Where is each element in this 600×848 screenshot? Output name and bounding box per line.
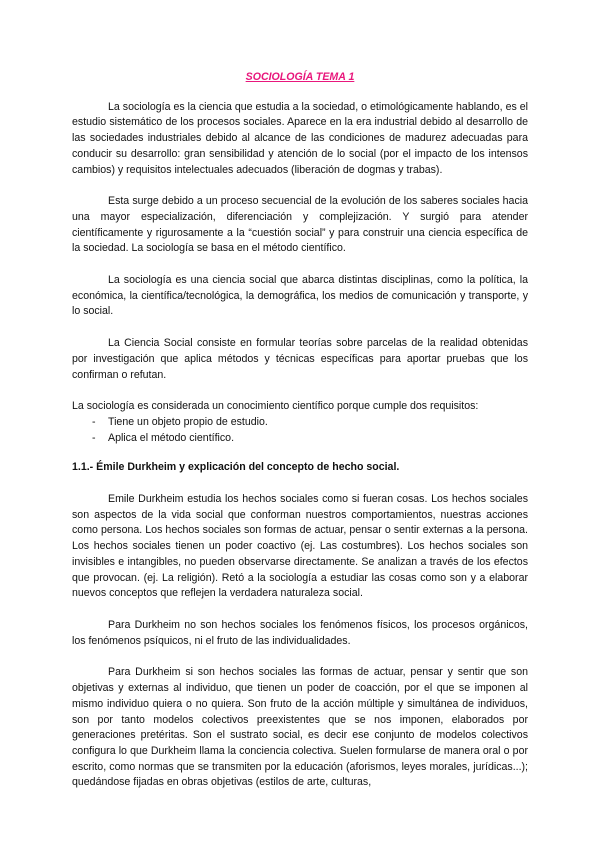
requisites-list [72,415,528,446]
document-title: SOCIOLOGÍA TEMA 1 [245,71,355,83]
list-item: - Aplica el método científico. [72,431,528,447]
paragraph-not-social-facts: Para Durkheim no son hechos sociales los fenómenos físicos, los procesos orgánicos, los fenómenos psíquicos, ni el fruto de las individualidades. [72,618,528,647]
document-page [72,70,528,791]
paragraph-social-facts: Para Durkheim si son hechos sociales las formas de actuar, pensar y sentir que son objetivas y externas al individuo, que tienen un poder de coacción, por el que se imponen al mismo individuo quiera o no quiera. Son fruto de la acción múltiple y simultánea de individuos, son por tanto modelos colectivos preexistentes que se nos imponen, elaborados por generaciones pretéritas. Son el sustrato social, es decir ese conjunto de modelos colectivos configura lo que Durkheim llama la conciencia colectiva. Suelen formularse de manera oral o por escrito, como normas que se transmiten por la educación (aforismos, leyes morales, jurídicas...); quedándose fijadas en obras objetivas (estilos de arte, culturas, [72,666,528,789]
paragraph-definition: La sociología es la ciencia que estudia a la sociedad, o etimológicamente hablando, es el estudio sistemático de los procesos sociales. Aparece en la era industrial debido al desarrollo de las sociedades industriales debido al alcance de las condiciones de madurez adecuadas para conducir su desarrollo: gran sensibilidad y atención de lo social (por el impacto de los intensos cambios) y requisitos intelectuales adecuados (liberación de dogmas y trabas). [72,100,528,176]
list-item: - Tiene un objeto propio de estudio. [72,415,528,431]
paragraph-requisites-intro: La sociología es considerada un conocimiento científico porque cumple dos requisitos: [72,400,479,413]
section-heading: 1.1.- Émile Durkheim y explicación del concepto de hecho social. [72,461,400,474]
paragraph-disciplines: La sociología es una ciencia social que abarca distintas disciplinas, como la política, la económica, la científica/tecnológica, la demográfica, los medios de comunicación y transporte, y lo social. [72,274,528,318]
paragraph-social-science: La Ciencia Social consiste en formular teorías sobre parcelas de la realidad obtenidas por investigación que aplica métodos y técnicas específicas para aportar pruebas que los confirman o refutan. [72,337,528,381]
paragraph-origin: Esta surge debido a un proceso secuencial de la evolución de los saberes sociales hacia una mayor especialización, diferenciación y complejización. Y surgió para atender científicamente y rigurosamente a la “cuestión social” y para construir una ciencia específica de la sociedad. La sociología se basa en el método científico. [72,195,528,255]
bullet-dash: - [92,431,96,444]
bullet-dash: - [92,415,96,428]
paragraph-durkheim-things: Emile Durkheim estudia los hechos sociales como si fueran cosas. Los hechos sociales son aspectos de la vida social que conforman nuestros comportamientos, nuestras acciones como persona. Los hechos sociales son formas de actuar, pensar o sentir externas a la persona. Los hechos sociales tienen un poder coactivo (ej. Las costumbres). Los hechos sociales son invisibles e intangibles, no pueden observarse directamente. Se analizan a través de los efectos que provocan. (ej. La religión). Retó a la sociología a estudiar las cosas como son y a elaborar nuevos conceptos que reflejen la verdadera naturaleza social. [72,493,528,600]
